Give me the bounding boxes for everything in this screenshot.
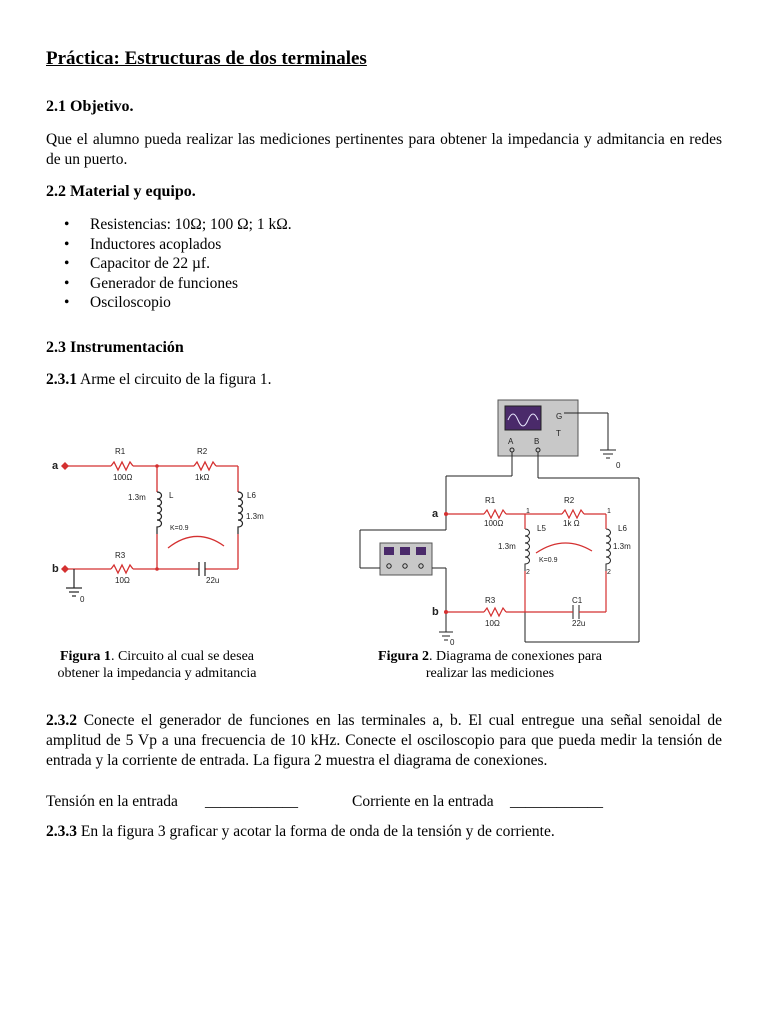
label-ground: 0 [80,595,85,604]
step-number: 2.3.2 [46,712,77,729]
label-c1-value: 22u [572,619,586,628]
terminal-a-node [61,462,69,470]
section-objetivo-text: Que el alumno pueda realizar las mediciones pertinentes para obtener la impedancia y admitancia en redes de un puerto. [46,131,722,168]
figure-1-circuit [52,438,266,610]
label-r2-value: 1k Ω [563,519,580,528]
label-r1: R1 [485,496,496,505]
label-r2: R2 [197,447,208,456]
tension-blank: ____________ [205,793,298,810]
osc-label-t: T [556,429,561,438]
label-r1-value: 100Ω [113,473,133,482]
figure-1-caption [48,648,266,682]
page-title: Práctica: Estructuras de dos terminales [46,48,367,69]
label-coupling: K=0.9 [170,525,189,532]
label-r2-value: 1kΩ [195,473,210,482]
osc-label-b: B [534,437,540,446]
label-r1-value: 100Ω [484,519,504,528]
step-number: 2.3.1 [46,371,77,388]
step-231 [46,370,722,390]
terminal-b-node [61,565,69,573]
step-text: En la figura 3 graficar y acotar la forma de onda de la tensión y de corriente. [77,823,555,840]
corriente-label: Corriente en la entrada [352,793,494,810]
label-a: a [432,508,439,520]
label-l6: L6 [618,524,627,533]
label-l5: L5 [537,524,546,533]
label-coupling: K=0.9 [539,557,558,564]
label-l6-value: 1.3m [613,542,631,551]
label-node-2: 2 [526,569,530,576]
label-l5-value: 1.3m [498,542,516,551]
label-b: b [52,563,59,575]
label-r2: R2 [564,496,575,505]
label-l: L [169,491,174,500]
label-node-2: 2 [607,569,611,576]
step-number: 2.3.3 [46,823,77,840]
material-list [64,215,292,313]
caption-label: Figura 1 [59,649,111,664]
label-ground-osc: 0 [616,461,621,470]
step-text: Arme el circuito de la figura 1. [77,371,272,388]
step-text: Conecte el generador de funciones en las terminales a, b. El cual entregue una señal senoidal de amplitud de 5 Vp a una frecuencia de 10 kHz. Conecte el osciloscopio para que pueda medir la tensión de entrada y la corriente de entrada. La figura 2 muestra el diagrama de conexiones. [46,712,722,769]
corriente-blank: ____________ [510,793,603,810]
label-c-value: 22u [206,576,220,585]
function-generator [380,543,432,575]
label-c1: C1 [572,596,583,605]
label-ground: 0 [450,638,455,647]
caption-label: Figura 2 [378,649,429,664]
label-node-1: 1 [526,508,530,515]
list-item: • Capacitor de 22 µf. [64,254,292,274]
caption-text: . Diagrama de conexiones para realizar las mediciones [425,649,602,681]
label-r3-value: 10Ω [115,576,130,585]
section-instrumentacion-heading: 2.3 Instrumentación [46,339,184,356]
label-r3: R3 [115,551,126,560]
osc-label-g: G [556,412,563,421]
caption-text: . Circuito al cual se desea obtener la impedancia y admitancia [57,649,257,681]
label-node-1: 1 [607,508,611,515]
label-a: a [52,460,59,472]
tension-label: Tensión en la entrada [46,793,178,810]
label-b: b [432,606,439,618]
step-233 [46,822,722,842]
list-item: • Resistencias: 10Ω; 100 Ω; 1 kΩ. [64,215,292,235]
label-l6: L6 [247,491,256,500]
label-r3-value: 10Ω [485,619,500,628]
list-item: • Inductores acoplados [64,235,292,255]
label-r1: R1 [115,447,126,456]
label-r3: R3 [485,596,496,605]
list-item: • Generador de funciones [64,274,292,294]
list-item: • Osciloscopio [64,293,292,313]
figure-2-caption [370,648,610,682]
osc-label-a: A [508,437,514,446]
figure-2-connection-diagram [354,398,644,648]
section-material-heading: 2.2 Material y equipo. [46,183,196,200]
step-232 [46,711,722,771]
label-l6-value: 1.3m [246,512,264,521]
section-objetivo-heading: 2.1 Objetivo. [46,98,134,115]
label-l-value: 1.3m [128,493,146,502]
